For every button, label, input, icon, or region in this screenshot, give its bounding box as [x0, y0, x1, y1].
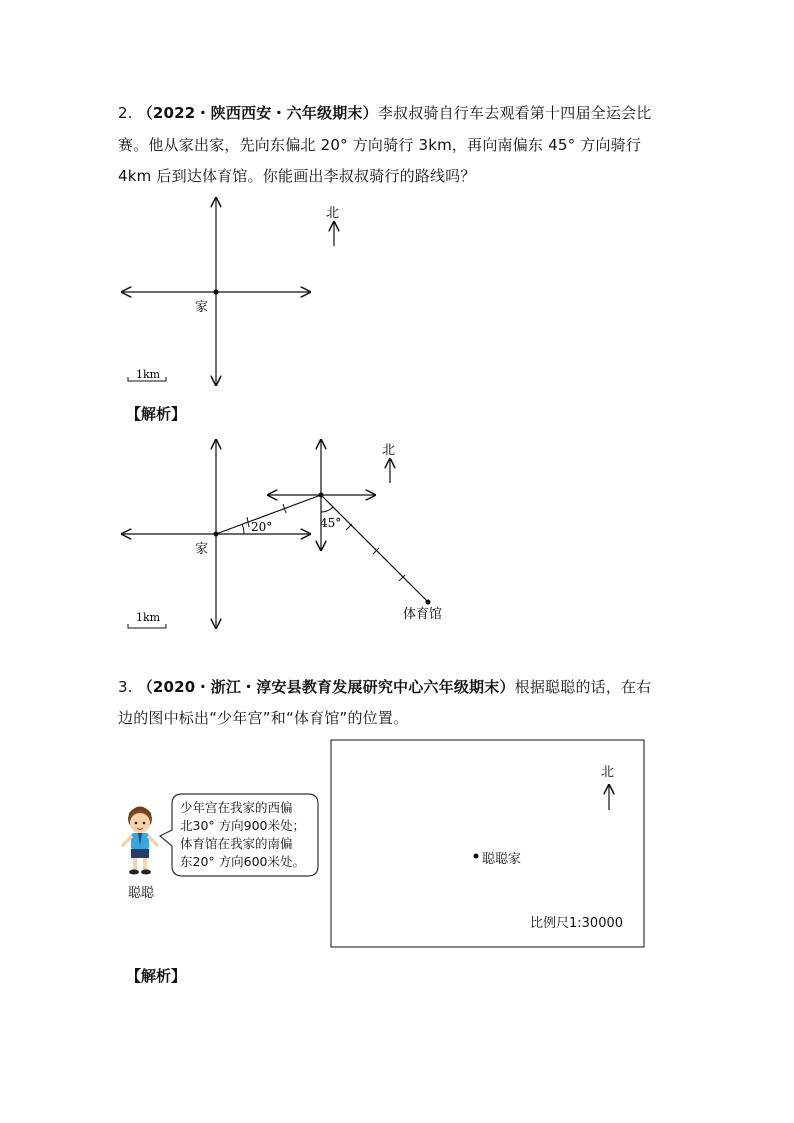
q3-number: 3.	[118, 678, 133, 696]
q3-analysis-heading: 【解析】	[126, 967, 187, 985]
speech-line-1: 少年宫在我家的西偏	[180, 800, 293, 815]
q2-line1-text: 李叔叔骑自行车去观看第十四届全运会比	[377, 104, 652, 122]
q3-source: （2020・浙江・淳安县教育发展研究中心六年级期末）	[137, 678, 515, 696]
q2-line-2: 赛。他从家出家，先向东偏北 20° 方向骑行 3km，再向南偏东 45° 方向骑行	[118, 136, 642, 154]
map-north-label: 北	[601, 765, 615, 780]
character-name: 聪聪	[128, 886, 155, 901]
speech-line-4: 东20° 方向600米处。	[180, 854, 305, 869]
home-point	[474, 854, 479, 859]
q2a-scale-label: 1km	[136, 611, 161, 624]
q2-north-label: 北	[326, 206, 340, 221]
q2-number: 2.	[118, 104, 133, 122]
q2-analysis-heading: 【解析】	[126, 405, 187, 423]
q2a-home-label: 家	[195, 542, 209, 557]
q2-scale-label: 1km	[136, 368, 161, 381]
map-scale-label: 比例尺1:30000	[530, 916, 624, 931]
speech-line-3: 体育馆在我家的南偏	[180, 836, 293, 851]
q2-home-label: 家	[195, 300, 209, 315]
q2a-north-label: 北	[382, 443, 396, 458]
map-home-label: 聪聪家	[482, 852, 522, 867]
q2-source: （2022・陕西西安・六年级期末）	[137, 104, 378, 122]
q2-line-3: 4km 后到达体育馆。你能画出李叔叔骑行的路线吗？	[118, 167, 476, 185]
q3-line-2: 边的图中标出“少年宫”和“体育馆”的位置。	[118, 709, 409, 727]
speech-line-2: 北30° 方向900米处；	[180, 818, 305, 833]
q2a-angle2-label: 45°	[320, 516, 342, 530]
q3-line1-text: 根据聪聪的话，在右	[514, 678, 652, 696]
q2a-angle1-label: 20°	[251, 520, 273, 534]
q2a-destination-label: 体育馆	[403, 607, 443, 622]
